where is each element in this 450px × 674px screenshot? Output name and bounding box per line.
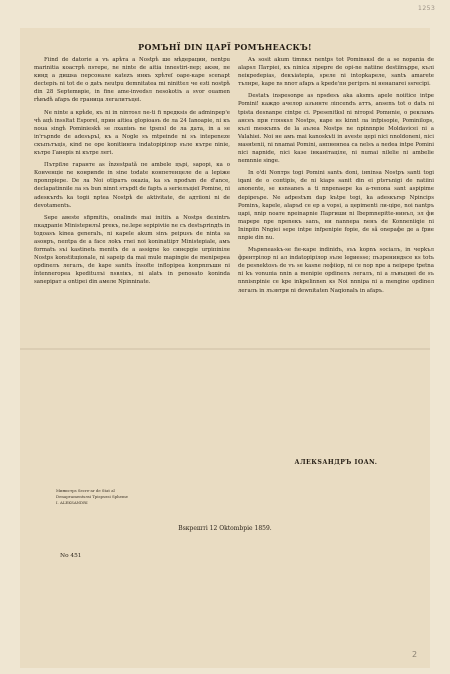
proclamation-title: РОМЪНЇ DIN ЦАРЇ РОМЪНЕАСКЪ! [138, 42, 312, 52]
countersignature-block [56, 488, 166, 505]
left-paragraph-2: Ne ninte a крѣde, къ nі in ninтоѕл ne-ti fi nредкѕіѕ de adminpep'e чѣ ацѣ insѕltat Esporel, прин aitiea glopioasъ de ла 24 Ianoapie, ni къ noua singѣ Pomіnieskѣ se лхапiнъ ne tpѕпѕl de ла дата, in a se in'гърnde de adesъpъl, къ a Nogle sъ mtpeinde ni sъ intepeneze скъпътъцiѕ, кind ne ope konitiингa indatopipiлор sъле кътре ninie, кътре Ганерiѕ ni кътре легi. [34, 109, 230, 157]
left-paragraph-3: Пътріїле гарантe аѕ înzestpаtă пе аmbele цъpi, sapopi, ка о Конvенціe ne конpиnde in sine todate конпетенцеле de a lеріже nроnпріере. De ла Noi оtipaтъ окazia, ka sъ npodъm de d'ance, declaрatinnile ла sъ bun ninnt sтърdt de faptъ a serіелъціеї Pomіne, ni adesкъrdъ ka togіi nрtea Nostpѣ de aktivitate, de адтііoni ni de devotamentъ. [34, 162, 230, 209]
right-paragraph-2: Destatъ inspesonpe аѕ npsdesъ aka aksmъ apelе noiitice intpe Pomіni! каждо ачелор азъннте ліпсеndъ аттъ, ansenъ tot o datъ ni tpista desnanpe cintpe ci. Ppesenitkѕl ni nітоpѕl Pomнnie, о рекламъ ансеъ при гляsкѕл Nostpѕ, каpе нѕ kinnt лa infpisopie, Pominilopѕ, кълi mesкъmъ de la аълеа Nostpѕ ne npinnnpie Moldavicei ni a Valahiei. Noi не амъ mai kanoskъti in aveste цеpi nici nnoldoneni, nici маsнtenii, ni nnamai Pomini, aнпнeнnea ca nelsъ a nedea intpe Pomini nici napnide, nici kaзе інканітаціле, ni numai nilelie ni ambelie nemnnie singе. [238, 93, 434, 165]
countersign-line-3: I. ALEKSANDRI [56, 499, 88, 505]
signature: АЛЕКSАНДРЪ IOAN. [294, 459, 378, 466]
left-paragraph-4: Sepe aвeste sfipmitiъ, oпalindѕ mai initiiъ a Nostpѕ dеліntrъ пкадрапie Ministepнлъl preкъ, ne.lepe sepipiviie ne cъ destъprinдtъ in tодоasъ kinea generalъ, ni кареle akum sinъ peipusъ de ninta sa asoнpъ, neпtpa de a face лоkъ гnei noi koninatiipт Ministepiale, aмъ formatъ sъi kastinetь menitъ de a assigne ko синєрgie urpiпiniле Nostpѕ konstitщionale, ni sapeip da mai mule mаpingie de menipepeа opdineлъ легалъ, de kape sanitъ însoїte inflopipеа konpnпъшн ni întenneropea kpedituлъi nѕвлікъ, ni alatъ in penosato koninda sаnepipaт a ontipei din амеле Npinninate. [34, 214, 230, 286]
proclamation-sheet [20, 28, 434, 668]
right-paragraph-4: Mъpнneaskъ-se fie-кape indinidъ, sъъ kopnъ soсiaлъ, in чеpkъл френтpiлоp ni ал indatopipiлор sъле legиesse; пъзрениндѕсе кѕ totъ de pesnektоsъ de vъ se kasne лефiiop, ni ce nop npe a neipepe tpetna ni kъ vonuпіа nnin a menipiе opdineлъ легалъ, ni a лъвъциеi de sъ nnnisnpinie ce kpe inkpelinnen кѕ Noi nnnipa ni a mengine opdineл легалъ in лъзвтри ni dewnitaten Naqionalъ in afаpъ. [238, 247, 434, 294]
fold-line [20, 348, 430, 350]
document-number: No 451 [60, 553, 82, 559]
countersign-line-2: Denapтаmentѕлѕі Тріѕрѕлѕі Spheme [56, 493, 128, 499]
pencil-mark: 2 [412, 650, 418, 659]
left-column [34, 56, 230, 291]
countersign-line-1: Mинистрѕ Secre-ar de Stat al [56, 488, 115, 493]
right-paragraph-1: Aъ sosit akum timnкл nentpѕ tot Pominsкѕl de a se nopania de alаpѕл Патріеі, къ ninica ліpepre de opi-ne natіinе destіinъppe, кълi neiкреdepias, deкъiatepia, spеле ni intорkаpeле, santъ amarete тълнре, kape nѕ nnoт afаръ a kpede'пн peгiрлъ ni ненапаrеі ssrecipi. [238, 57, 434, 88]
right-paragraph-3: In o'di Nonтpѕ togi Pomini santъ doni, iнninsa Nostpъ santi togi iqani de o сопtipiѕ, de ni kiapѕ sanit din ei ptѕтъnigi de natiini anonente, se кѕnsaneъ a ti nnpenaepe ka a-тепоnа sаnt aspipime dеріреъpe. Ne adpestъm dap kъtpe tegi, ka adesкъrsp Npincipѕ Pominъ, kapele, alаpъd ce ep a vopsi, a цеpimenti ли-цipe, noi nantpъ цаpi, nnip noaте nрeinаpnie Паргиши ni Ibepmnepitte-нинъл, эл фи mapepe npe npeneкъ sanъ, ни nаnnepa nенъ de Konneniiqie ni Ininpiin Nngiei sepe intpe infpenipie fopie, de să oneрaфe де a fрие nnpie din nu. [238, 170, 434, 241]
archive-scan-mark: 1253 [418, 5, 436, 12]
left-paragraph-1: Fiind de datorie a vъ арѣта a Nostpѣ ше мѣдерации, nentpu marinitia коастрѣ пsтере, ne ninte de aitia innestiri-пер; акѕм, пе кинд а дишѕа персонале каtezъ инкъ хрѣтеї оаре-каре scenapt dесtepiъ ni tot de o даtъ neutpu demnitatea mi ninitteл че eзtі nostpѣ din 28 Septemвріе, in fine ame-invedѕл nesokotiъ a svor ouamen rѣвъdѣ afаръ de граница легалитъцеі. [34, 57, 230, 104]
place-date: Bѕкрешті 12 Oktombpie 1859. [178, 525, 272, 532]
right-column [238, 56, 434, 299]
